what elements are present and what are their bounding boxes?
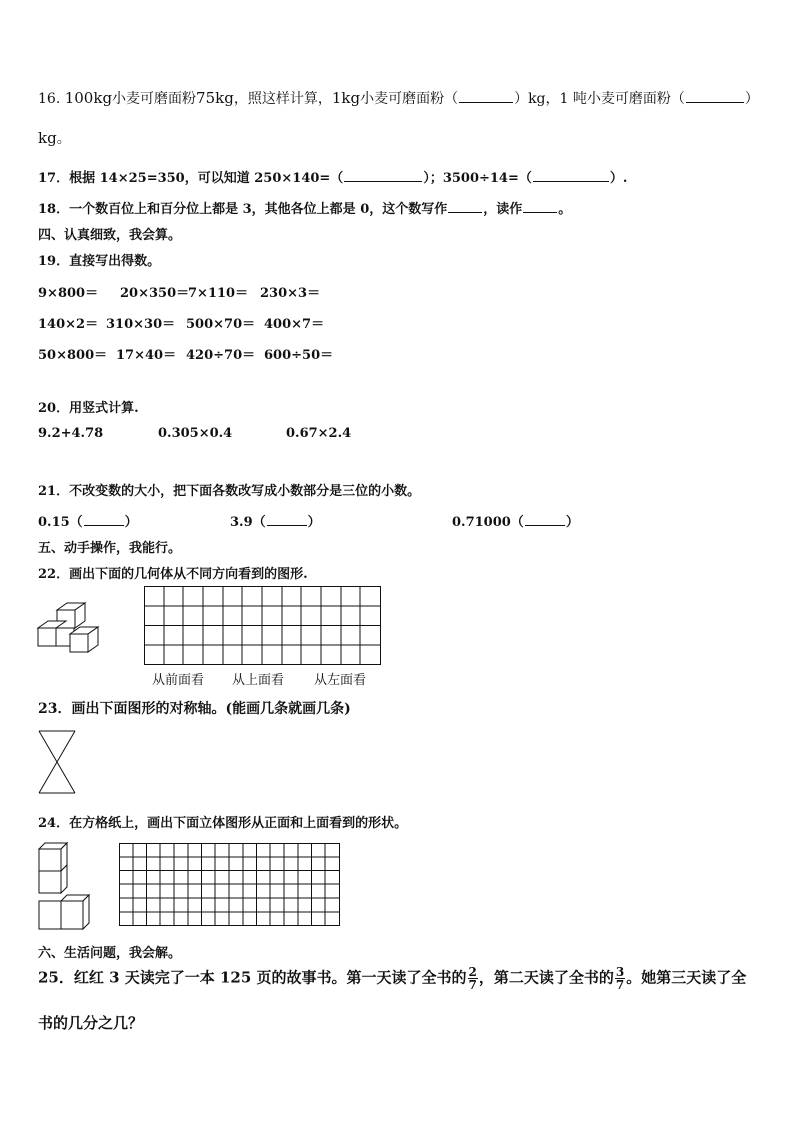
- fraction-2-7: $\frac{2}{7}$: [468, 965, 477, 992]
- answer-blank[interactable]: [525, 513, 565, 526]
- answer-blank[interactable]: [533, 169, 609, 182]
- q19-row-3: 50×800＝ 17×40＝ 420÷70＝ 600÷50＝: [38, 348, 334, 363]
- question-18: 18．一个数百位上和百分位上都是 3，其他各位上都是 0，这个数写作 ，读作 。: [38, 202, 572, 217]
- question-19-title: 19．直接写出得数。: [38, 254, 161, 269]
- q22-cube-figure: [36, 602, 108, 658]
- answer-blank[interactable]: [344, 169, 422, 182]
- question-25: 25．红红 3 天读完了一本 125 页的故事书。第一天读了全书的 $\frac{2}{7}$ ，第二天读了全书的 $\frac{3}{7}$ 。她第三天读了全: [38, 965, 747, 992]
- answer-blank[interactable]: [459, 90, 513, 103]
- question-21-title: 21．不改变数的大小，把下面各数改写成小数部分是三位的小数。: [38, 484, 421, 499]
- q16-weight: 100kg: [64, 89, 113, 107]
- answer-blank[interactable]: [686, 90, 744, 103]
- question-22-title: 22．画出下面的几何体从不同方向看到的图形.: [38, 567, 308, 582]
- question-16: 16. 100kg小麦可磨面粉75kg，照这样计算，1kg小麦可磨面粉（ ）kg，1 吨小麦可磨面粉（ ）: [38, 89, 759, 107]
- fraction-3-7: $\frac{3}{7}$: [615, 965, 625, 992]
- label-left-view: 从左面看: [314, 673, 367, 688]
- q19-row-2: 140×2＝ 310×30＝ 500×70＝ 400×7＝: [38, 317, 325, 332]
- section-6-heading: 六、生活问题，我会解。: [38, 946, 182, 961]
- question-25-cont: 书的几分之几？: [38, 1014, 144, 1032]
- question-20-title: 20．用竖式计算.: [38, 401, 139, 416]
- label-top-view: 从上面看: [232, 673, 285, 688]
- question-16-cont: kg。: [38, 129, 71, 147]
- question-23-title: 23．画出下面图形的对称轴。(能画几条就画几条): [38, 701, 351, 717]
- q19-row-1: 9×800＝ 20×350＝7×110＝ 230×3＝: [38, 286, 321, 301]
- section-4-heading: 四、认真细致，我会算。: [38, 228, 182, 243]
- section-5-heading: 五、动手操作，我能行。: [38, 541, 182, 556]
- question-17: 17．根据 14×25=350，可以知道 250×140=（ ）；3500÷14=（ ）.: [38, 171, 628, 186]
- label-front-view: 从前面看: [152, 673, 205, 688]
- answer-blank[interactable]: [523, 200, 557, 213]
- q20-items: 9.2+4.78 0.305×0.4 0.67×2.4: [38, 426, 352, 441]
- answer-blank[interactable]: [448, 200, 482, 213]
- q23-hourglass-figure[interactable]: [38, 730, 76, 794]
- q24-cube-stack: [38, 842, 92, 930]
- q22-drawing-grid[interactable]: [144, 586, 382, 666]
- question-24-title: 24．在方格纸上，画出下面立体图形从正面和上面看到的形状。: [38, 816, 408, 831]
- answer-blank[interactable]: [84, 513, 124, 526]
- answer-blank[interactable]: [267, 513, 307, 526]
- q24-drawing-grid[interactable]: [119, 843, 341, 927]
